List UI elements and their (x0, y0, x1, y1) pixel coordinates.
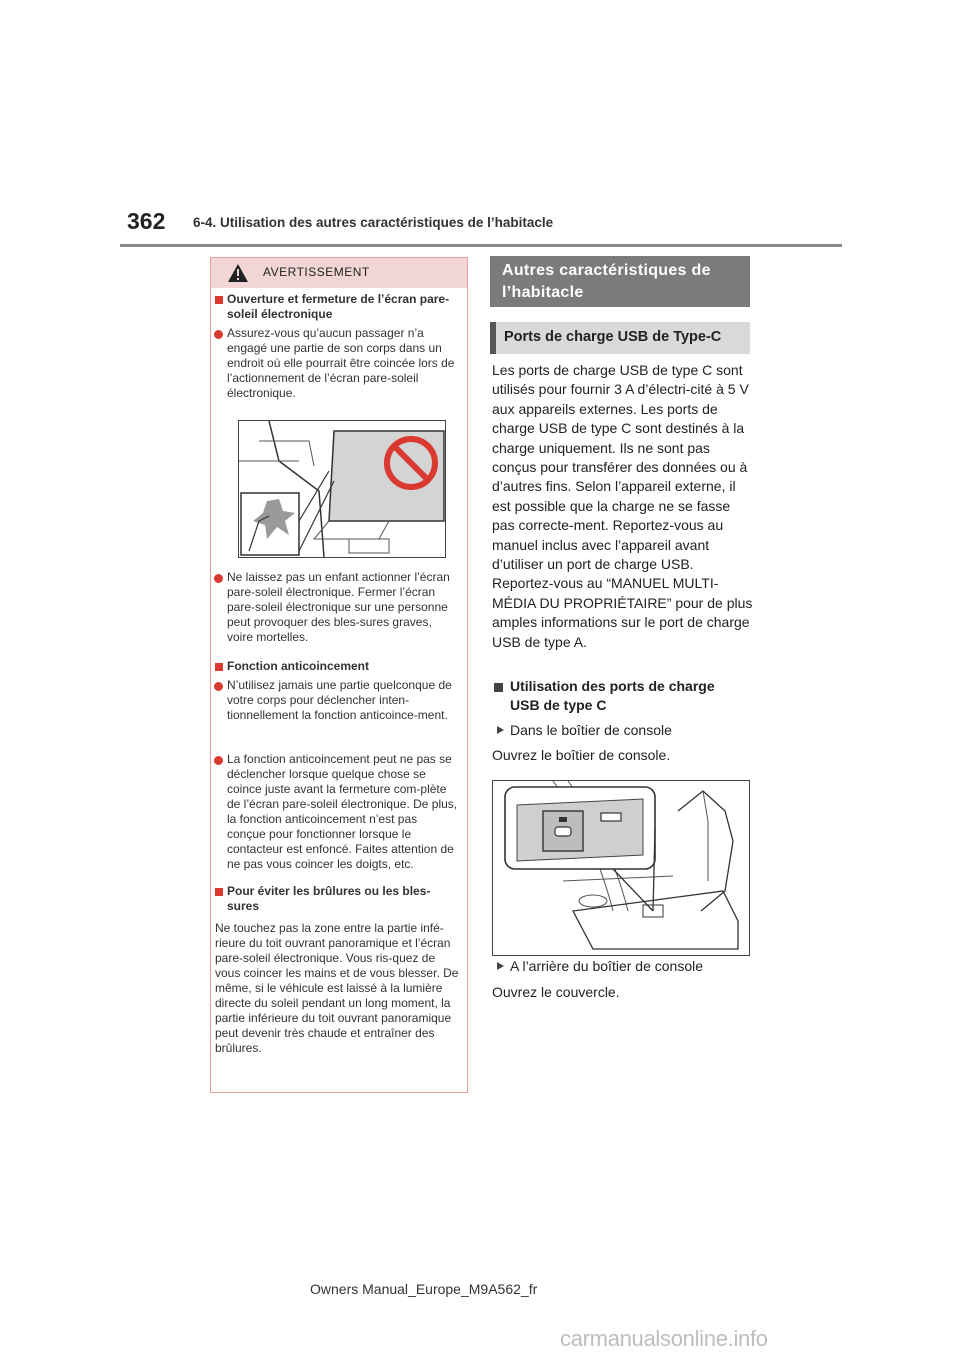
location-rear-console-instruction: Ouvrez le couvercle. (492, 984, 620, 1000)
warning-bullet-body: N’utilisez jamais une partie quelconque de votre corps pour déclencher inten-tionnellement la fonction anticoince-ment. (227, 678, 452, 722)
location-console-instruction: Ouvrez le boîtier de console. (492, 747, 671, 763)
usb-intro-text: Les ports de charge USB de type C sont utilisés pour fournir 3 A d’électri-cité à 5 V aux appareils externes. Les ports de charge USB de type C sont destinés à la charge uniquement. Ils ne sont pas conçus pour transférer des données ou à d’autres fins. Selon l’appareil externe, il est possible que la charge ne se fasse pas correcte-ment. Reportez-vous au manuel inclus avec l’appareil avant d’utiliser un port de charge USB. Reportez-vous au “MANUEL MULTI-MÉDIA DU PROPRIÉTAIRE” pour de plus amples informations sur le port de charge USB de type A. (492, 362, 753, 650)
location-rear-console: A l’arrière du boîtier de console (510, 958, 703, 974)
footer-text: Owners Manual_Europe_M9A562_fr (310, 1281, 538, 1297)
page-number: 362 (127, 208, 166, 234)
subsection-banner (490, 322, 750, 354)
console-usb-illustration (492, 780, 750, 956)
warning-triangle-icon (227, 263, 249, 283)
square-bullet-icon (494, 683, 503, 692)
round-bullet-icon (214, 574, 223, 583)
warning-bullet-child: Ne laissez pas un enfant actionner l’écran pare-soleil électronique. Fermer l’écran pare-soleil électronique sur une personne peut provoquer des bles-sures graves, voire mortelles. (227, 570, 450, 644)
square-bullet-icon (215, 296, 223, 304)
sunshade-pinch-illustration (238, 420, 446, 558)
warning-bullet-passenger: Assurez-vous qu’aucun passager n’a engagé une partie de son corps dans un endroit où elle pourrait être coincée lors de l’actionnement de l’écran pare-soleil électronique. (227, 326, 455, 400)
square-bullet-icon (215, 888, 223, 896)
warning-paragraph-burns: Ne touchez pas la zone entre la partie infé-rieure du toit ouvrant panoramique et l’écran pare-soleil électronique. Vous ris-quez de vous coincer les mains et de vous blesser. De même, si le véhicule est laissé à la lumière directe du soleil pendant un long moment, la partie inférieure du toit ouvrant panoramique peut devenir très chaude et entraîner des brûlures. (215, 921, 459, 1055)
warning-header (211, 258, 467, 288)
header-rule (120, 244, 842, 247)
subsection-banner-bar (490, 322, 496, 354)
usage-heading: Utilisation des ports de charge USB de type C (510, 678, 715, 714)
round-bullet-icon (214, 330, 223, 339)
round-bullet-icon (214, 756, 223, 765)
warning-heading-burns: Pour éviter les brûlures ou les bles-sures (227, 884, 431, 913)
round-bullet-icon (214, 682, 223, 691)
watermark: carmanualsonline.info (560, 1326, 768, 1351)
triangle-bullet-icon (497, 962, 504, 970)
warning-box (210, 257, 468, 1093)
section-banner (490, 256, 750, 307)
warning-bullet-antipinch-limit: La fonction anticoincement peut ne pas se déclencher lorsque quelque chose se coince juste avant la fermeture com-plète de l’écran pare-soleil électronique. De plus, la fonction anticoincement n’est pas conçue pour fonctionner lorsque le contacteur est enfoncé. Faites attention de ne pas vous coincer les doigts, etc. (227, 752, 458, 871)
warning-heading-antipinch: Fonction anticoincement (227, 659, 370, 673)
square-bullet-icon (215, 663, 223, 671)
subsection-title: Ports de charge USB de Type-C (504, 329, 722, 345)
warning-label: AVERTISSEMENT (263, 265, 370, 279)
triangle-bullet-icon (497, 726, 504, 734)
section-banner-title: Autres caractéristiques de l’habitacle (502, 262, 711, 301)
warning-heading-sunshade: Ouverture et fermeture de l’écran pare-soleil électronique (227, 292, 450, 321)
section-title: 6-4. Utilisation des autres caractéristiques de l’habitacle (193, 215, 554, 230)
location-console: Dans le boîtier de console (510, 722, 672, 738)
